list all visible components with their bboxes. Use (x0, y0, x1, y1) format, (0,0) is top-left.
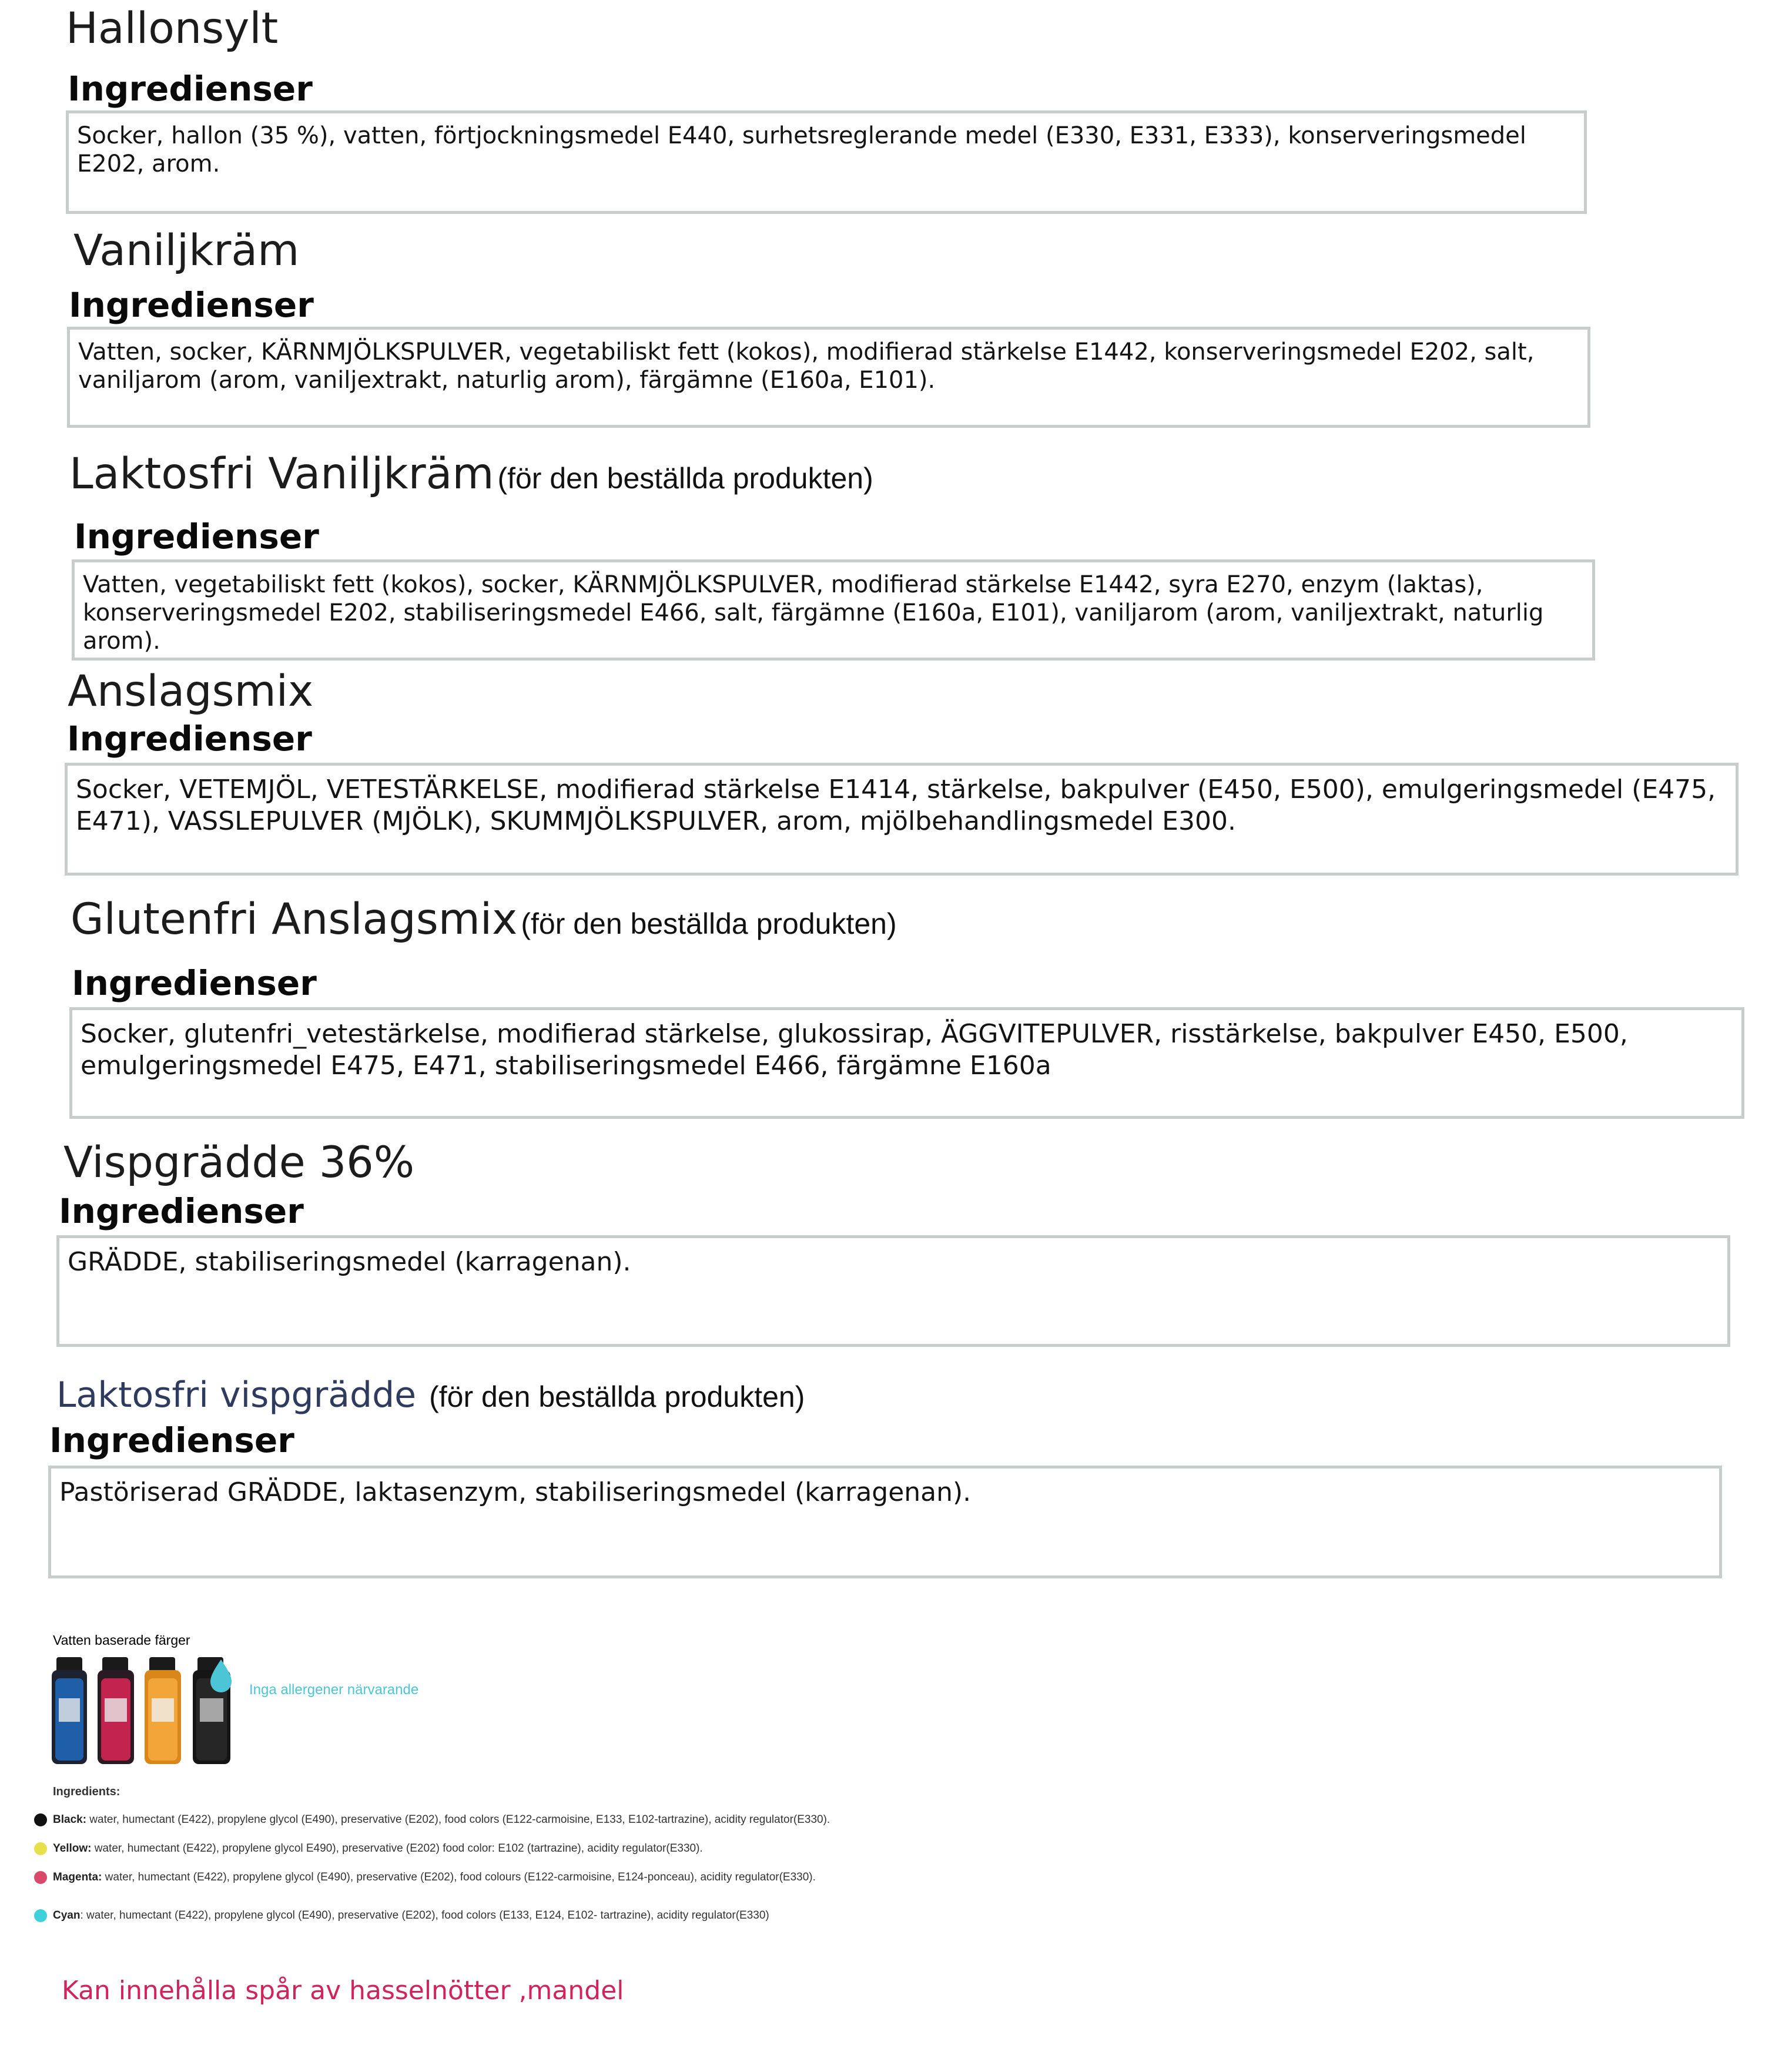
yellow-dot-icon (34, 1842, 47, 1855)
product-title (73, 226, 300, 276)
color-name: Cyan (53, 1909, 81, 1922)
trace-warning: Kan innehålla spår av hasselnötter ,mandel (62, 1976, 624, 2006)
product-title (66, 4, 279, 53)
bottle-blue (52, 1657, 87, 1764)
product-title (56, 1374, 805, 1416)
color-ingredient-row (34, 1813, 830, 1826)
product-name: Laktosfri Vaniljkräm (69, 449, 494, 499)
ingredients-label: Ingredienser (69, 285, 314, 325)
product-name: Glutenfri Anslagsmix (71, 894, 518, 944)
product-name: Anslagsmix (68, 666, 314, 716)
cyan-dot-icon (34, 1909, 47, 1922)
product-title (63, 1138, 415, 1188)
ingredients-box: Socker, hallon (35 %), vatten, förtjockningsmedel E440, surhetsreglerande medel (E330, E331, E333), konserveringsmedel E202, arom. (66, 110, 1587, 214)
color-ingredients: : water, humectant (E422), propylene glycol (E490), preservative (E202), food colors (E133, E124, E102- tartrazine), acidity regulator(E330) (80, 1909, 769, 1922)
ingredients-label: Ingredienser (49, 1420, 294, 1460)
ingredients-box: GRÄDDE, stabiliseringsmedel (karragenan). (56, 1235, 1730, 1347)
ingredients-box: Socker, glutenfri_vetestärkelse, modifierad stärkelse, glukossirap, ÄGGVITEPULVER, risstärkelse, bakpulver E450, E500, emulgeringsmedel E475, E471, stabiliseringsmedel E466, färgämne E160a (69, 1007, 1744, 1119)
product-name: Vaniljkräm (73, 226, 300, 276)
product-note: (för den beställda produkten) (497, 462, 873, 495)
ingredients-box: Vatten, socker, KÄRNMJÖLKSPULVER, vegetabiliskt fett (kokos), modifierad stärkelse E1442, konserveringsmedel E202, salt, vaniljarom (arom, vaniljextrakt, naturlig arom), färgämne (E160a, E101). (67, 327, 1590, 428)
product-name: Hallonsylt (66, 4, 279, 53)
product-note: (för den beställda produkten) (429, 1380, 805, 1413)
ingredients-label: Ingredienser (74, 517, 319, 556)
color-bottles-image (51, 1657, 242, 1766)
bottle-yellow (145, 1657, 181, 1764)
magenta-dot-icon (34, 1871, 47, 1884)
product-note: (för den beställda produkten) (521, 907, 897, 940)
ingredients-label: Ingredienser (59, 1191, 304, 1231)
product-title (69, 449, 873, 499)
color-name: Black: (53, 1813, 87, 1826)
color-ingredients: water, humectant (E422), propylene glycol (E490), preservative (E202), food colours (E122-carmoisine, E124-ponceau), acidity regulator(E330). (102, 1871, 816, 1884)
color-name: Magenta: (53, 1871, 102, 1884)
ingredients-label: Ingredienser (68, 69, 313, 109)
ingredients-box: Pastöriserad GRÄDDE, laktasenzym, stabiliseringsmedel (karragenan). (48, 1466, 1722, 1578)
bottle-magenta (98, 1657, 134, 1764)
colors-section-title: Vatten baserade färger (53, 1632, 190, 1648)
color-ingredients: water, humectant (E422), propylene glycol (E490), preservative (E202), food colors (E122-carmoisine, E133, E102-tartrazine), acidity regulator(E330). (86, 1813, 830, 1826)
color-ingredient-row (34, 1842, 703, 1855)
ingredients-label: Ingredienser (72, 963, 317, 1003)
product-name: Laktosfri vispgrädde (56, 1374, 417, 1416)
product-title (68, 666, 314, 716)
ingredients-label: Ingredienser (67, 719, 312, 759)
color-ingredient-row (34, 1909, 769, 1922)
ingredients-box: Vatten, vegetabiliskt fett (kokos), socker, KÄRNMJÖLKSPULVER, modifierad stärkelse E1442, syra E270, enzym (laktas), konserveringsmedel E202, stabiliseringsmedel E466, salt, färgämne (E160a, E101), vaniljarom (arom, vaniljextrakt, naturlig arom). (72, 559, 1595, 661)
black-dot-icon (34, 1813, 47, 1826)
product-title (71, 894, 897, 944)
product-name: Vispgrädde 36% (63, 1138, 415, 1188)
ingredients-box: Socker, VETEMJÖL, VETESTÄRKELSE, modifierad stärkelse E1414, stärkelse, bakpulver (E450, E500), emulgeringsmedel (E475, E471), VASSLEPULVER (MJÖLK), SKUMMJÖLKSPULVER, arom, mjölbehandlingsmedel E300. (65, 763, 1739, 876)
color-ingredient-row (34, 1871, 816, 1884)
color-ingredients: water, humectant (E422), propylene glycol E490), preservative (E202) food color: E102 (tartrazine), acidity regulator(E330). (91, 1842, 703, 1855)
color-name: Yellow: (53, 1842, 92, 1855)
color-ingredients-heading: Ingredients: (53, 1785, 120, 1798)
allergen-free-note: Inga allergener närvarande (249, 1682, 419, 1698)
